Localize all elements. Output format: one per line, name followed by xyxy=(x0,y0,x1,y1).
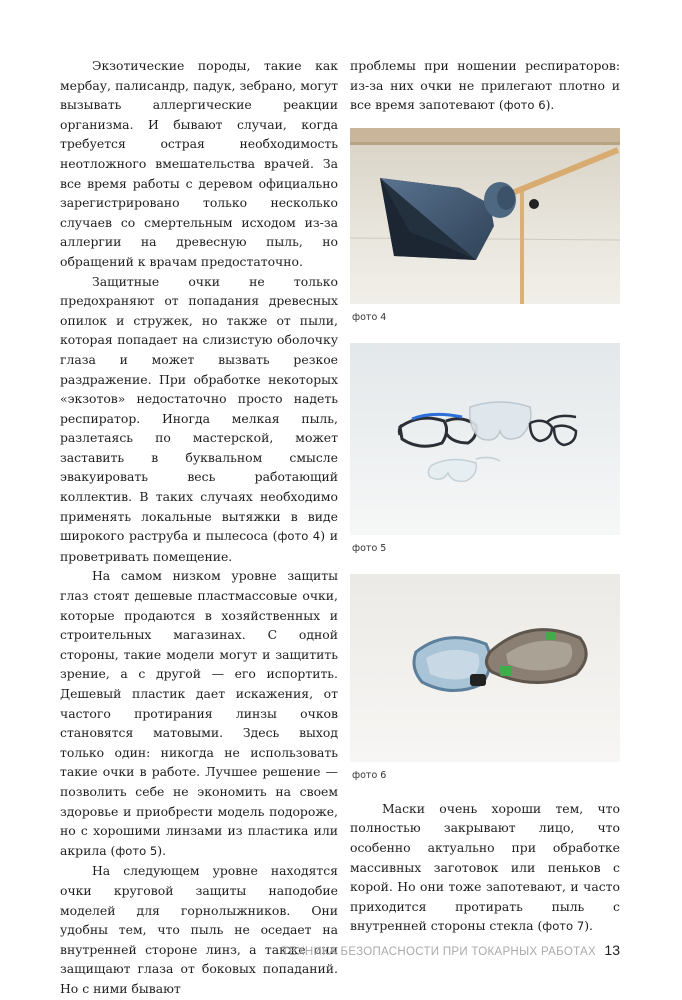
photo-ref-6: фото 6 xyxy=(503,98,546,113)
running-footer-title: ТЕХНИКА БЕЗОПАСНОСТИ ПРИ ТОКАРНЫХ РАБОТАХ xyxy=(281,946,596,958)
paragraph-exotic-woods: Экзотические породы, такие как мербау, палисандр, падук, зебрано, могут вызывать аллергические реакции организма. И бывают случаи, когда требуется острая необходимость неотложного вмешательства врачей. За все время работы с деревом официально зарегистрировано только несколько случаев со смертельным исходом из-за аллергии на древесную пыль, но обращений к врачам предостаточно. xyxy=(60,58,338,269)
photo-ref-5: фото 5 xyxy=(115,843,158,858)
right-column xyxy=(350,56,620,937)
paragraph-respirator-problems: проблемы при ношении респираторов: из-за них очки не прилегают плотно и все время запотевают (фото 6). xyxy=(350,58,620,113)
photo-6-caption: фото 6 xyxy=(352,769,387,781)
page-number: 13 xyxy=(604,942,620,958)
photo-6-goggles xyxy=(350,574,620,762)
left-column xyxy=(60,56,338,999)
safety-glasses-image xyxy=(350,343,620,535)
paragraph-cheap-glasses: На самом низком уровне защиты глаз стоят дешевые пластмассовые очки, которые продаются в хозяйственных и строительных магазинах. С одной стороны, такие модели могут и защитить зрение, а с другой — его испортить. Дешевый пластик дает искажения, от частого протирания линзы очков становятся матовыми. Здесь выход только один: никогда не использовать такие очки в работе. Лучшее решение — позволить себе не экономить на своем здоровье и приобрести модель подороже, но с хорошими линзами из пластика или акрила (фото 5). xyxy=(60,568,338,858)
photo-ref-4: фото 4 xyxy=(277,529,321,544)
paragraph-goggles-dust: Защитные очки не только предохраняют от попадания древесных опилок и стружек, но также от пыли, которая попадает на слизистую оболочку глаза и может вызвать резкое раздражение. При обработке некоторых «экзотов» недостаточно просто надеть респиратор. Иногда мелкая пыль, разлетаясь по мастерской, может заставить в буквальном смысле эвакуировать весь работающий коллектив. В таких случаях необходимо применять локальные вытяжки в виде широкого раструба и пылесоса (фото 4) и проветривать помещение. xyxy=(60,273,339,564)
photo-5-caption: фото 5 xyxy=(352,542,387,554)
photo-4-caption: фото 4 xyxy=(352,311,387,323)
goggles-image xyxy=(350,574,620,762)
photo-ref-7: фото 7 xyxy=(542,919,585,934)
dust-hood-image xyxy=(350,128,620,304)
paragraph-masks: Маски очень хороши тем, что полностью закрывают лицо, что особенно актуально при обработке массивных заготовок или пеньков с корой. Но они тоже запотевают, и часто приходится протирать пыль с внутренней стороны стекла (фото 7). xyxy=(350,800,620,934)
paragraph-ski-goggles: На следующем уровне находятся очки круговой защиты наподобие моделей для горнолыжников. Они удобны тем, что пыль не оседает на внутренней стороне линз, а также они защищают глаза от боковых попаданий. Но с ними бывают xyxy=(60,863,338,996)
photo-4-dust-hood xyxy=(350,128,620,304)
photo-5-safety-glasses xyxy=(350,343,620,535)
